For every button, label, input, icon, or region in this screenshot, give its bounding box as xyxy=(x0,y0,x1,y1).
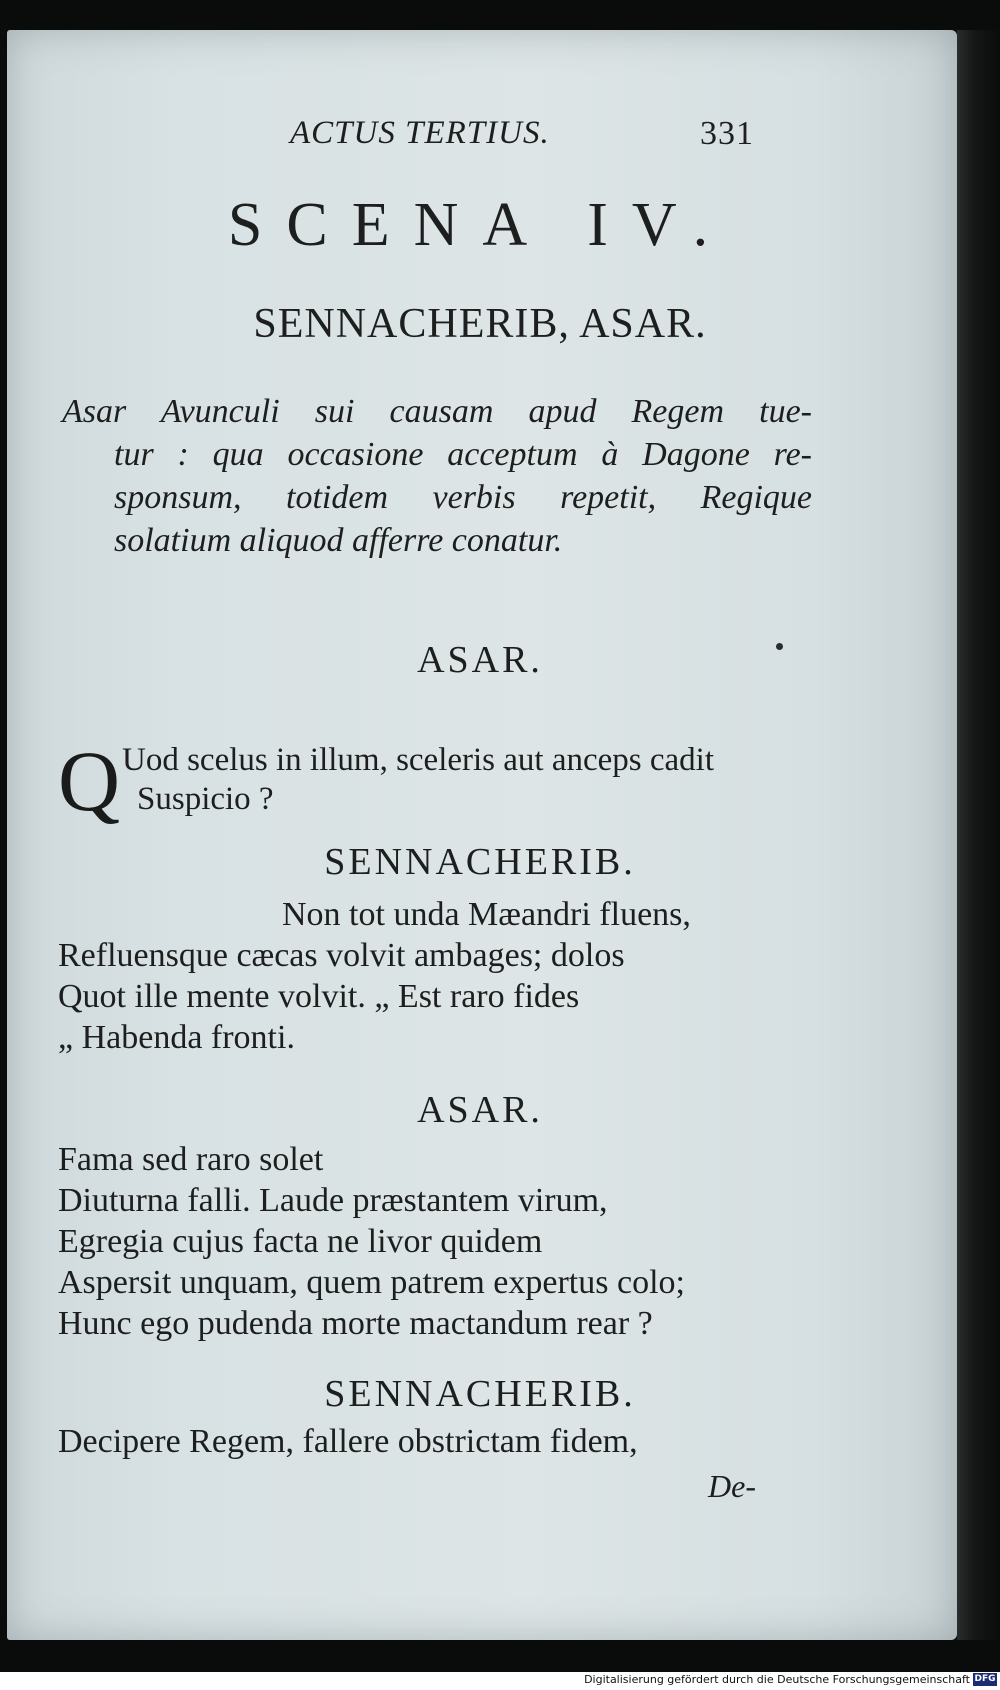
verse-line: Fama sed raro solet xyxy=(58,1141,324,1178)
verse-line: Uod scelus in illum, sceleris aut anceps cadit xyxy=(122,742,715,778)
verse-line: „ Habenda fronti. xyxy=(58,1019,295,1056)
verse-line: Non tot unda Mæandri fluens, xyxy=(282,896,691,933)
argument-line: Asar Avunculi sui causam apud Regem tue- xyxy=(62,393,812,430)
speaker-name: SENNACHERIB. xyxy=(324,1373,636,1415)
dfg-logo-icon: DFG xyxy=(974,1674,996,1684)
speaker-name: ASAR. xyxy=(417,639,543,681)
drop-cap: Q xyxy=(58,733,121,829)
speaker-name: ASAR. xyxy=(417,1089,543,1131)
argument-line: solatium aliquod afferre conatur. xyxy=(114,522,563,559)
catchword: De- xyxy=(708,1468,756,1504)
footer-credit: Digitalisierung gefördert durch die Deutsche Forschungsgemeinschaft xyxy=(584,1673,970,1686)
verse-line: Decipere Regem, fallere obstrictam fidem, xyxy=(58,1423,638,1460)
page-number: 331 xyxy=(700,115,754,152)
verse-line: Refluensque cæcas volvit ambages; dolos xyxy=(58,937,625,974)
running-head: ACTUS TERTIUS. xyxy=(290,115,550,151)
verse-line: Diuturna falli. Laude præstantem virum, xyxy=(58,1182,608,1219)
argument-line: tur : qua occasione acceptum à Dagone re- xyxy=(114,436,812,473)
verse-line: Hunc ego pudenda morte mactandum rear ? xyxy=(58,1305,653,1342)
verse-line: Aspersit unquam, quem patrem expertus colo; xyxy=(58,1264,685,1301)
speaker-name: SENNACHERIB. xyxy=(324,841,636,883)
scene-characters: SENNACHERIB, ASAR. xyxy=(253,301,707,347)
verse-line: Suspicio ? xyxy=(137,781,274,817)
book-spine-shadow xyxy=(957,30,1000,1640)
verse-line: Quot ille mente volvit. „ Est raro fides xyxy=(58,978,580,1015)
scene-argument xyxy=(62,390,812,562)
scene-title: SCENA IV. xyxy=(227,191,733,259)
verse-line: Egregia cujus facta ne livor quidem xyxy=(58,1223,543,1260)
ink-speck xyxy=(776,643,783,650)
argument-line: sponsum, totidem verbis repetit, Regique xyxy=(114,479,812,516)
